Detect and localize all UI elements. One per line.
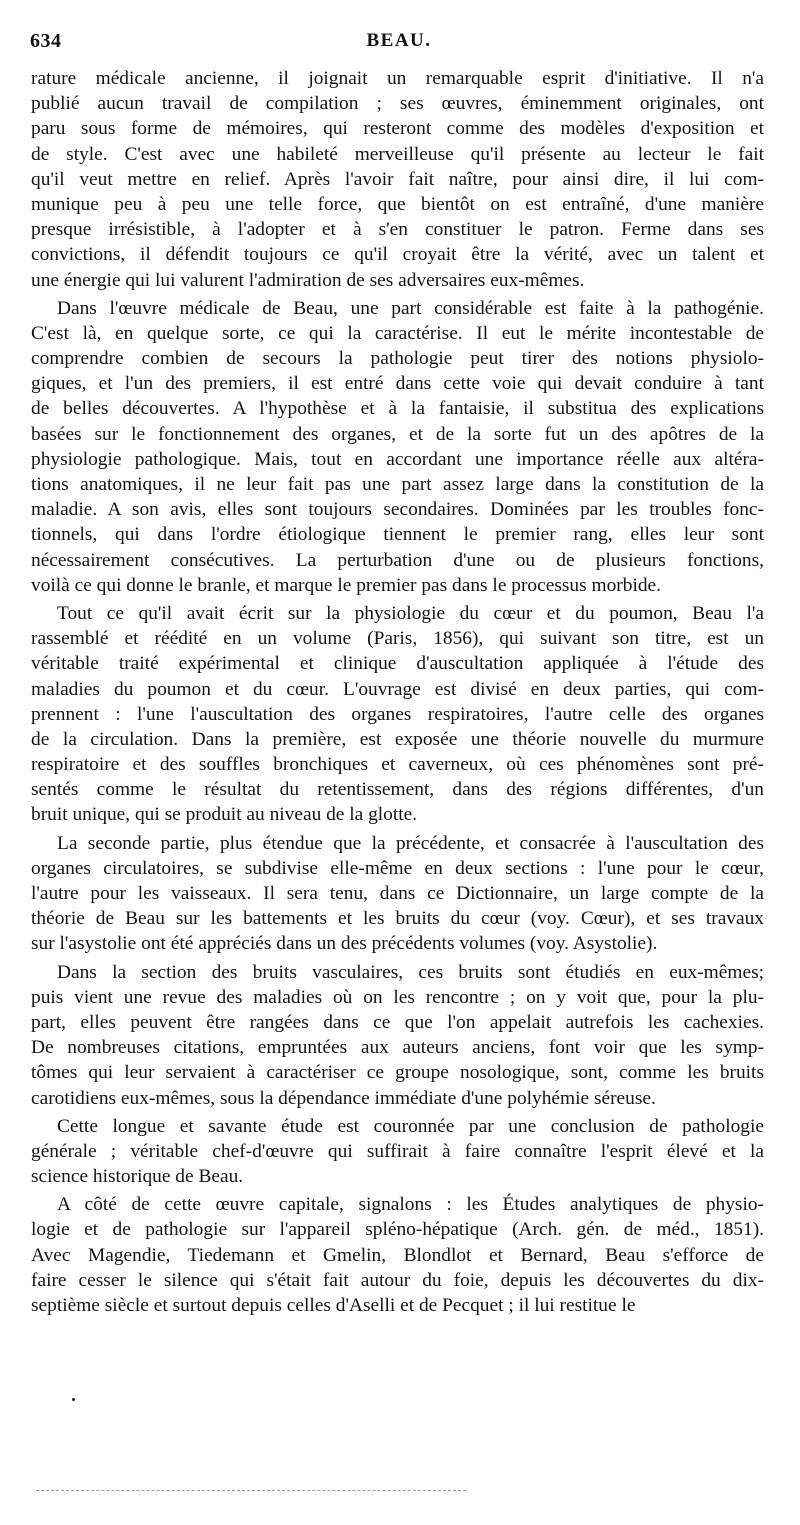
text-line: Cette longue et savante étude est couronnée par une conclusion de pathologie (57, 1115, 764, 1137)
text-line: publié aucun travail de compilation ; ses œuvres, éminemment originales, ont (31, 93, 764, 115)
text-line: de belles découvertes. A l'hypothèse et à la fantaisie, il substitua des explications (31, 398, 764, 420)
text-line: organes circulatoires, se subdivise elle-même en deux sections : l'une pour le cœur, (31, 857, 764, 879)
paragraph (31, 960, 764, 1111)
text-line: théorie de Beau sur les battements et les bruits du cœur (voy. Cœur), et ses travaux (31, 908, 764, 930)
text-line: tionnels, qui dans l'ordre étiologique tiennent le premier rang, elles leur sont (31, 524, 764, 546)
text-line: faire cesser le silence qui s'était fait autour du foie, depuis les découvertes du dix- (31, 1269, 764, 1291)
text-line: comprendre combien de secours la pathologie peut tirer des notions physiolo- (31, 348, 764, 370)
body-text (31, 66, 764, 1318)
text-line: voilà ce qui donne le branle, et marque le premier pas dans le processus morbide. (31, 574, 661, 596)
text-line: l'autre pour les vaisseaux. Il sera tenu, dans ce Dictionnaire, un large compte de la (31, 883, 764, 904)
text-line: convictions, il défendit toujours ce qu'il croyait être la vérité, avec un talent et (31, 244, 764, 266)
text-line: part, elles peuvent être rangées dans ce que l'on appelait autrefois les cachexies. (31, 1011, 764, 1033)
text-line: tions anatomiques, il ne leur fait pas une part assez large dans la constitution de la (31, 474, 764, 495)
text-line: Tout ce qu'il avait écrit sur la physiologie du cœur et du poumon, Beau l'a (57, 602, 764, 624)
text-line: bruit unique, qui se produit au niveau de la glotte. (31, 804, 418, 826)
paragraph (31, 1192, 764, 1318)
text-line: basées sur le fonctionnement des organes, et de la sorte fut un des apôtres de la (31, 423, 764, 445)
text-line: sur l'asystolie ont été appréciés dans un des précédents volumes (voy. Asystolie). (31, 933, 658, 955)
text-line: maladie. A son avis, elles sont toujours secondaires. Dominées par les troubles fonc- (31, 499, 764, 521)
paragraph (31, 601, 764, 828)
text-line: tômes qui leur servaient à caractériser ce groupe nosologique, sont, comme les bruits (31, 1062, 764, 1084)
text-line: une énergie qui lui valurent l'admiration de ses adversaires eux-mêmes. (31, 269, 585, 291)
paragraph (31, 296, 764, 598)
text-line: physiologie pathologique. Mais, tout en accordant une importance réelle aux altéra- (31, 448, 764, 470)
text-line: paru sous forme de mémoires, qui resteront comme des modèles d'exposition et (31, 118, 764, 140)
text-line: C'est là, en quelque sorte, ce qui la caractérise. Il eut le mérite incontestable de (31, 322, 764, 344)
text-line: munique peu à peu une telle force, que bientôt on est entraîné, d'une manière (31, 193, 764, 215)
paragraph (31, 66, 764, 293)
text-line: maladies du poumon et du cœur. L'ouvrage est divisé en deux parties, qui com- (31, 678, 764, 700)
text-line: Dans la section des bruits vasculaires, ces bruits sont étudiés en eux-mêmes; (57, 961, 764, 983)
text-line: septième siècle et surtout depuis celles d'Aselli et de Pecquet ; il lui restitue le (31, 1295, 636, 1316)
text-line: Avec Magendie, Tiedemann et Gmelin, Blondlot et Bernard, Beau s'efforce de (31, 1244, 764, 1266)
text-line: nécessairement consécutives. La perturbation d'une ou de plusieurs fonctions, (31, 549, 764, 571)
text-line: sentés comme le résultat du retentissement, dans des régions différentes, d'un (31, 779, 764, 801)
paragraph (31, 1114, 764, 1190)
text-line: puis vient une revue des maladies où on les rencontre ; on y voit que, pour la plu- (31, 986, 764, 1008)
text-line: carotidiens eux-mêmes, sous la dépendance immédiate d'une polyhémie séreuse. (31, 1087, 656, 1109)
text-line: logie et de pathologie sur l'appareil spléno-hépatique (Arch. gén. de méd., 1851). (31, 1219, 764, 1241)
running-title: BEAU. (366, 30, 432, 51)
ink-speck (72, 1398, 75, 1401)
text-line: respiratoire et des souffles bronchiques et caverneux, où ces phénomènes sont pré- (31, 754, 764, 776)
text-line: véritable traité expérimental et clinique d'auscultation appliquée à l'étude des (31, 653, 764, 675)
text-line: qu'il veut mettre en relief. Après l'avoir fait naître, pour ainsi dire, il lui com- (31, 168, 764, 190)
footer-rule (36, 1490, 466, 1491)
text-line: prennent : l'une l'auscultation des organes respiratoires, l'autre celle des organes (31, 703, 764, 725)
text-line: générale ; véritable chef-d'œuvre qui suffirait à faire connaître l'esprit élevé et la (31, 1140, 764, 1162)
page-header (30, 22, 768, 62)
text-line: A côté de cette œuvre capitale, signalons : les Études analytiques de physio- (57, 1194, 764, 1216)
text-line: presque irrésistible, à l'adopter et à s'en constituer le patron. Ferme dans ses (31, 219, 764, 241)
text-line: La seconde partie, plus étendue que la précédente, et consacrée à l'auscultation des (57, 832, 764, 854)
text-line: giques, et l'un des premiers, il est entré dans cette voie qui devait conduire à tant (31, 373, 764, 395)
text-line: Dans l'œuvre médicale de Beau, une part considérable est faite à la pathogénie. (57, 297, 764, 319)
text-line: science historique de Beau. (31, 1166, 244, 1188)
paragraph (31, 831, 764, 957)
text-line: rature médicale ancienne, il joignait un remarquable esprit d'initiative. Il n'a (31, 68, 764, 89)
text-line: rassemblé et réédité en un volume (Paris, 1856), qui suivant son titre, est un (31, 628, 764, 650)
text-line: De nombreuses citations, empruntées aux auteurs anciens, font voir que les symp- (31, 1037, 764, 1059)
text-line: de style. C'est avec une habileté merveilleuse qu'il présente au lecteur le fait (31, 143, 764, 165)
text-line: de la circulation. Dans la première, est exposée une théorie nouvelle du murmure (31, 728, 764, 750)
page-number: 634 (30, 30, 62, 52)
